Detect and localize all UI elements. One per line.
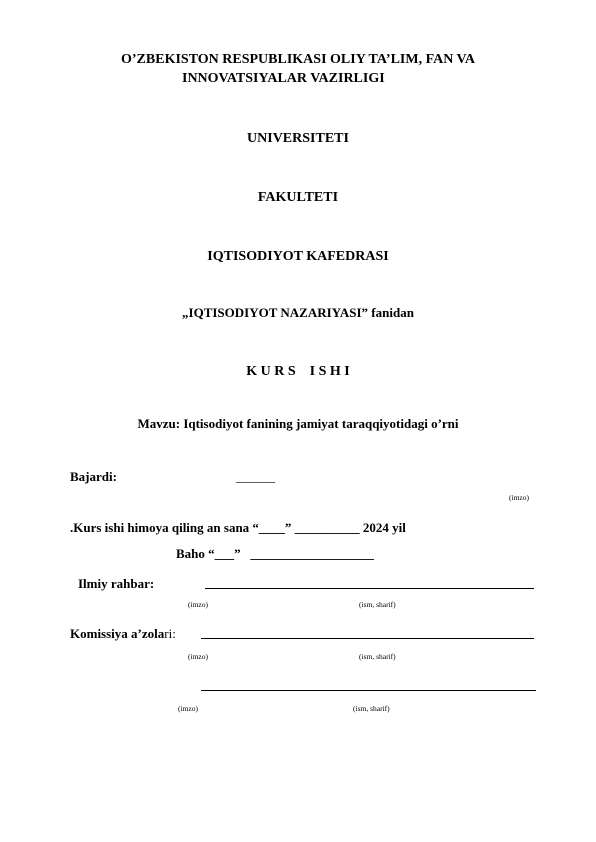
- defense-date-line: .Kurs ishi himoya qiling an sana “____” __________ 2024 yil: [70, 520, 406, 535]
- document-type-heading: K U R S I S H I: [246, 364, 350, 379]
- ministry-title-line2: INNOVATSIYALAR VAZIRLIGI: [182, 71, 385, 86]
- supervisor-sign-caption: (imzo): [188, 600, 208, 609]
- topic-line: Mavzu: Iqtisodiyot fanining jamiyat taraqqiyotidagi o’rni: [137, 416, 459, 431]
- commission-label-bold: Komissiya a’zola: [70, 626, 165, 641]
- ministry-title-line1: O’ZBEKISTON RESPUBLIKASI OLIY TA’LIM, FAN VA: [121, 52, 475, 67]
- commission-label: [70, 626, 176, 642]
- supervisor-label: Ilmiy rahbar:: [78, 576, 155, 591]
- commission-signature-line-2: [201, 690, 536, 691]
- performed-sign-caption: (imzo): [509, 493, 529, 502]
- faculty-heading: FAKULTETI: [257, 190, 339, 205]
- performed-signature-blank: ______: [236, 469, 275, 484]
- commission-signature-line-1: [201, 638, 534, 639]
- supervisor-name-caption: (ism, sharif): [359, 600, 396, 609]
- university-heading: UNIVERSITETI: [247, 131, 349, 146]
- commission-sign-caption-1: (imzo): [188, 652, 208, 661]
- commission-sign-caption-2: (imzo): [178, 704, 198, 713]
- performed-label: Bajardi:: [70, 469, 117, 484]
- department-heading: IQTISODIYOT KAFEDRASI: [207, 249, 389, 264]
- grade-line: Baho “___” ___________________: [176, 546, 374, 561]
- supervisor-signature-line: [205, 588, 534, 589]
- commission-label-rest: ri:: [164, 626, 176, 641]
- commission-name-caption-2: (ism, sharif): [353, 704, 390, 713]
- commission-name-caption-1: (ism, sharif): [359, 652, 396, 661]
- subject-heading: „IQTISODIYOT NAZARIYASI” fanidan: [182, 305, 414, 320]
